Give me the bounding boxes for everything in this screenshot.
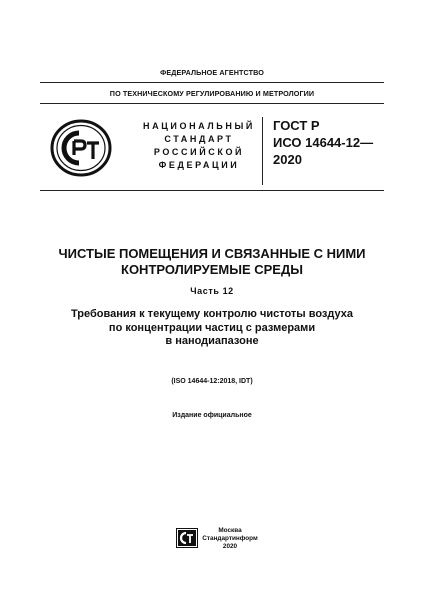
edition-label: Издание официальное bbox=[172, 412, 252, 419]
header-divider-middle bbox=[40, 103, 384, 104]
standard-type-line2: СТАНДАРТ bbox=[164, 134, 234, 144]
standard-type-line1: НАЦИОНАЛЬНЫЙ bbox=[143, 121, 255, 131]
designation-line2: ИСО 14644-12— bbox=[273, 135, 374, 150]
title-line1: ЧИСТЫЕ ПОМЕЩЕНИЯ И СВЯЗАННЫЕ С НИМИ bbox=[58, 246, 366, 261]
subtitle-line2: по концентрации частиц с размерами bbox=[108, 321, 316, 334]
standard-type-line4: ФЕДЕРАЦИИ bbox=[158, 160, 240, 170]
national-standard-label bbox=[140, 120, 258, 172]
publisher-name: Стандартинформ bbox=[202, 535, 258, 542]
designation-line1: ГОСТ Р bbox=[273, 118, 320, 133]
standartinform-icon bbox=[176, 528, 198, 548]
title-line2: КОНТРОЛИРУЕМЫЕ СРЕДЫ bbox=[121, 262, 303, 277]
designation-line3: 2020 bbox=[273, 152, 302, 167]
header-divider-top bbox=[40, 82, 384, 83]
publisher-city: Москва bbox=[218, 527, 242, 534]
document-title bbox=[30, 246, 394, 278]
agency-name-line1: ФЕДЕРАЛЬНОЕ АГЕНТСТВО bbox=[160, 68, 264, 77]
iso-reference: (ISO 14644-12:2018, IDT) bbox=[171, 378, 253, 385]
agency-name-line2: ПО ТЕХНИЧЕСКОМУ РЕГУЛИРОВАНИЮ И МЕТРОЛОГИИ bbox=[109, 89, 315, 98]
standard-designation bbox=[273, 117, 373, 168]
publisher-year: 2020 bbox=[222, 543, 238, 550]
rst-certification-icon bbox=[50, 119, 112, 177]
part-number: Часть 12 bbox=[190, 286, 234, 296]
subtitle-line3: в нанодиапазоне bbox=[165, 335, 259, 347]
header-divider-bottom bbox=[40, 190, 384, 191]
subtitle-line1: Требования к текущему контролю чистоты воздуха bbox=[71, 308, 353, 320]
publisher-block bbox=[200, 527, 260, 551]
designation-box bbox=[262, 117, 384, 185]
standard-type-line3: РОССИЙСКОЙ bbox=[153, 147, 245, 157]
document-subtitle bbox=[30, 308, 394, 349]
